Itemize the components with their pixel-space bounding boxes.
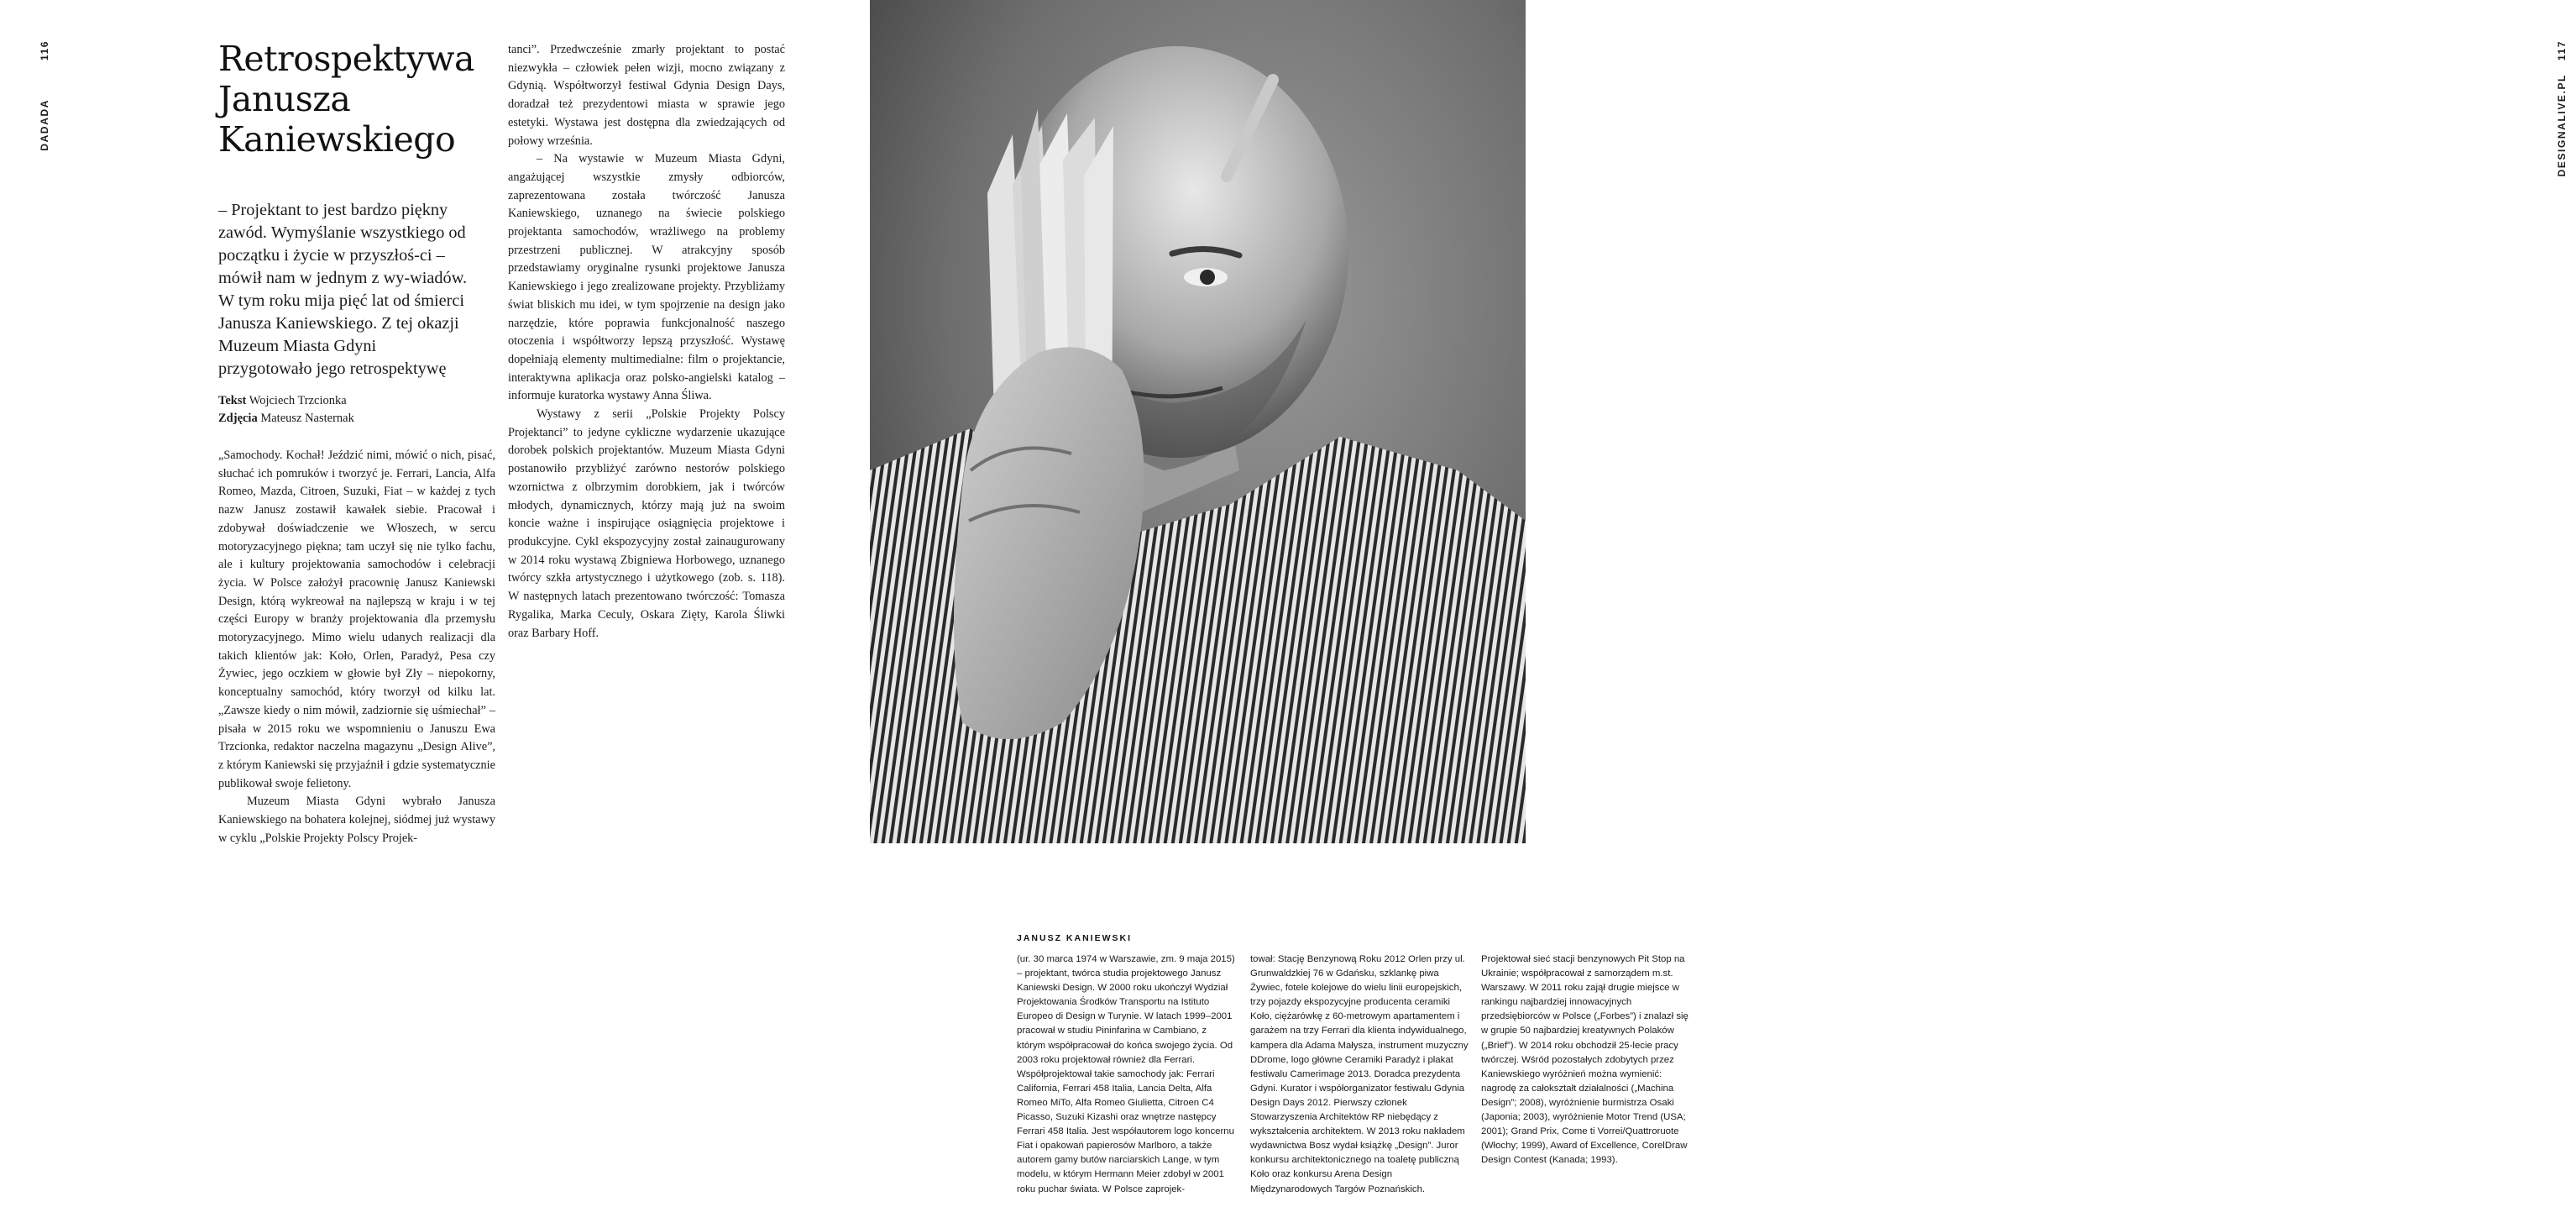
- photo-credit: [218, 410, 470, 428]
- title-line-2: Janusza: [218, 79, 351, 119]
- left-page: [0, 0, 868, 1228]
- paragraph: – Na wystawie w Muzeum Miasta Gdyni, angażującej wszystkie zmysły odbiorców, zaprezentowana została twórczość Janusza Kaniewskiego, uznanego na świecie polskiego projektanta samochodów, wrażliwego na problemy przestrzeni publicznej. W atrakcyjny sposób przedstawiamy oryginalne rysunki projektowe Janusza Kaniewskiego i jego zrealizowane projekty. Przybliżamy świat bliskich mu idei, w tym spojrzenie na design jako narzędzie, które poprawia funkcjonalność naszego otoczenia i współtworzy lepszą przyszłość. Wystawę dopełniają elementy multimedialne: film o projektancie, interaktywna aplikacja oraz polsko-angielski katalog – informuje kuratorka wystawy Anna Śliwa.: [508, 152, 785, 403]
- right-running-head: [2556, 40, 2576, 175]
- bio-heading: JANUSZ KANIEWSKI: [1017, 933, 1133, 943]
- page-number-left: 116: [39, 40, 50, 61]
- article-title: [218, 39, 487, 160]
- bio-text: (ur. 30 marca 1974 w Warszawie, zm. 9 maja 2015) – projektant, twórca studia projektowego Janusz Kaniewski Design. W 2000 roku ukończył Wydział Projektowania Środków Transportu na Istituto Europeo di Design w Turynie. W latach 1999–2001 pracował w studiu Pininfarina w Cambiano, z którym współpracował do końca swojego życia. Od 2003 roku projektował również dla Ferrari. Współprojektował takie samochody jak: Ferrari California, Ferrari 458 Italia, Lancia Delta, Alfa Romeo MiTo, Alfa Romeo Giulietta, Citroen C4 Picasso, Suzuki Kizashi oraz wnętrze następcy Ferrari 458 Italia. Jest współautorem logo koncernu Fiat i opakowań papierosów Marlboro, a także autorem gamy butów narciarskich Lange, w tym modelu, w którym Hermann Meier zdobył w 2001 roku puchar świata. W Polsce zaprojek-: [1017, 954, 1235, 1194]
- paragraph: Wystawy z serii „Polskie Projekty Polscy Projektanci” to jedyne cykliczne wydarzenie ukazujące dorobek polskich projektantów. Muzeum Miasta Gdyni postanowiło przybliżyć zarówno nestorów polskiego wzornictwa z olbrzymim dorobkiem, jak i twórców młodych, dynamicznych, którzy mają już na swoim koncie ważne i inspirujące osiągnięcia projektowe i produkcyjne. Cykl ekspozycyjny został zainaugurowany w 2014 roku wystawą Zbigniewa Horbowego, uznanego twórcy szkła artystycznego i użytkowego (zob. s. 118). W następnych latach prezentowano twórczość: Tomasza Rygalika, Marka Ceculy, Oskara Zięty, Karola Śliwki oraz Barbary Hoff.: [508, 407, 785, 640]
- page-number-right: 117: [2556, 40, 2568, 61]
- text-credit-label: Tekst: [218, 394, 247, 407]
- bio-text: tował: Stację Benzynową Roku 2012 Orlen przy ul. Grunwaldzkiej 76 w Gdańsku, szklankę piwa Żywiec, fotele kolejowe do wielu linii europejskich, trzy pojazdy ekspozycyjne producenta ceramiki Koło, ciężarówkę z 60-metrowym apartamentem i garażem na trzy Ferrari dla klienta indywidualnego, kampera dla Adama Małysza, instrument muzyczny DDrome, logo główne Ceramiki Paradyż i plakat festiwalu Camerimage 2013. Doradca prezydenta Gdyni. Kurator i współorganizator festiwalu Gdynia Design Days 2012. Pierwszy członek Stowarzyszenia Architektów RP niebędący z wykształcenia architektem. W 2013 roku nakładem wydawnictwa Bosz wydał książkę „Design”. Juror konkursu architektonicznego na toaletę publiczną Koło oraz konkursu Arena Design Międzynarodowych Targów Poznańskich.: [1250, 954, 1469, 1194]
- magazine-name: DADADA: [39, 99, 50, 151]
- bio-column-3: [1481, 952, 1691, 1168]
- photo-credit-author: Mateusz Nasternak: [260, 412, 354, 425]
- text-credit: [218, 392, 470, 410]
- body-column-1: [218, 447, 495, 848]
- text-credit-author: Wojciech Trzcionka: [249, 394, 347, 407]
- body-column-2: [508, 41, 785, 643]
- left-running-head: [39, 40, 57, 175]
- bio-column-1: [1017, 952, 1237, 1197]
- paragraph: „Samochody. Kochał! Jeździć nimi, mówić o nich, pisać, słuchać ich pomruków i tworzyć je. Ferrari, Lancia, Alfa Romeo, Mazda, Citroen, Suzuki, Fiat – w każdej z tych nazw Janusz zostawił kawałek siebie. Pracował i zdobywał doświadczenie we Włoszech, w sercu motoryzacyjnego piękna; tam uczył się nie tylko fachu, ale i kultury projektowania samochodów i celebracji życia. W Polsce założył pracownię Janusz Kaniewski Design, którą wykreował na najlepszą w kraju i w tej części Europy w branży projektowania dla przemysłu motoryzacyjnego. Mimo wielu udanych realizacji dla takich klientów jak: Koło, Orlen, Paradyż, Pesa czy Żywiec, jego oczkiem w głowie był Zły – niepokorny, konceptualny samochód, który tworzył od kilku lat. „Zawsze kiedy o nim mówił, zadziornie się uśmiechał” – pisała w 2015 roku we wspomnieniu o Januszu Ewa Trzcionka, redaktor naczelna magazynu „Design Alive”, z którym Kaniewski się przyjaźnił i gdzie systematycznie publikował swoje felietony.: [218, 449, 495, 790]
- portrait-photo: [870, 0, 1526, 843]
- title-line-3: Kaniewskiego: [218, 119, 456, 160]
- website: DESIGNALIVE.PL: [2556, 74, 2568, 177]
- paragraph: tanci”. Przedwcześnie zmarły projektant to postać niezwykła – człowiek pełen wizji, mocno związany z Gdynią. Współtworzył festiwal Gdynia Design Days, doradzał też prezydentowi miasta w sprawie jego estetyki. Wystawa jest dostępna dla zwiedzających od połowy września.: [508, 43, 785, 148]
- title-line-1: Retrospektywa: [218, 39, 474, 79]
- paragraph: Muzeum Miasta Gdyni wybrało Janusza Kaniewskiego na bohatera kolejnej, siódmej już wystawy w cyklu „Polskie Projekty Polscy Projek-: [218, 795, 495, 845]
- bio-column-2: [1250, 952, 1470, 1197]
- credits: [218, 392, 470, 428]
- photo-credit-label: Zdjęcia: [218, 412, 258, 425]
- article-lead: – Projektant to jest bardzo piękny zawód. Wymyślanie wszystkiego od początku i życie w przyszłoś-ci – mówił nam w jednym z wy-wiadów. W tym roku mija pięć lat od śmierci Janusza Kaniewskiego. Z tej okazji Muzeum Miasta Gdyni przygotowało jego retrospektywę: [218, 201, 468, 378]
- bio-text: Projektował sieć stacji benzynowych Pit Stop na Ukrainie; współpracował z samorządem m.st. Warszawy. W 2011 roku zajął drugie miejsce w rankingu najbardziej innowacyjnych przedsiębiorców w Polsce („Forbes”) i znalazł się w grupie 50 najbardziej kreatywnych Polaków („Brief”). W 2014 roku obchodził 25-lecie pracy twórczej. Wśród pozostałych zdobytych przez Kaniewskiego wyróżnień można wymienić: nagrodę za całokształt działalności („Machina Design”; 2008), wyróżnienie burmistrza Osaki (Japonia; 2003), wyróżnienie Motor Trend (USA; 2001); Grand Prix, Come ti Vorrei/Quattroruote (Włochy; 1999), Award of Excellence, CorelDraw Design Contest (Kanada; 1993).: [1481, 954, 1689, 1166]
